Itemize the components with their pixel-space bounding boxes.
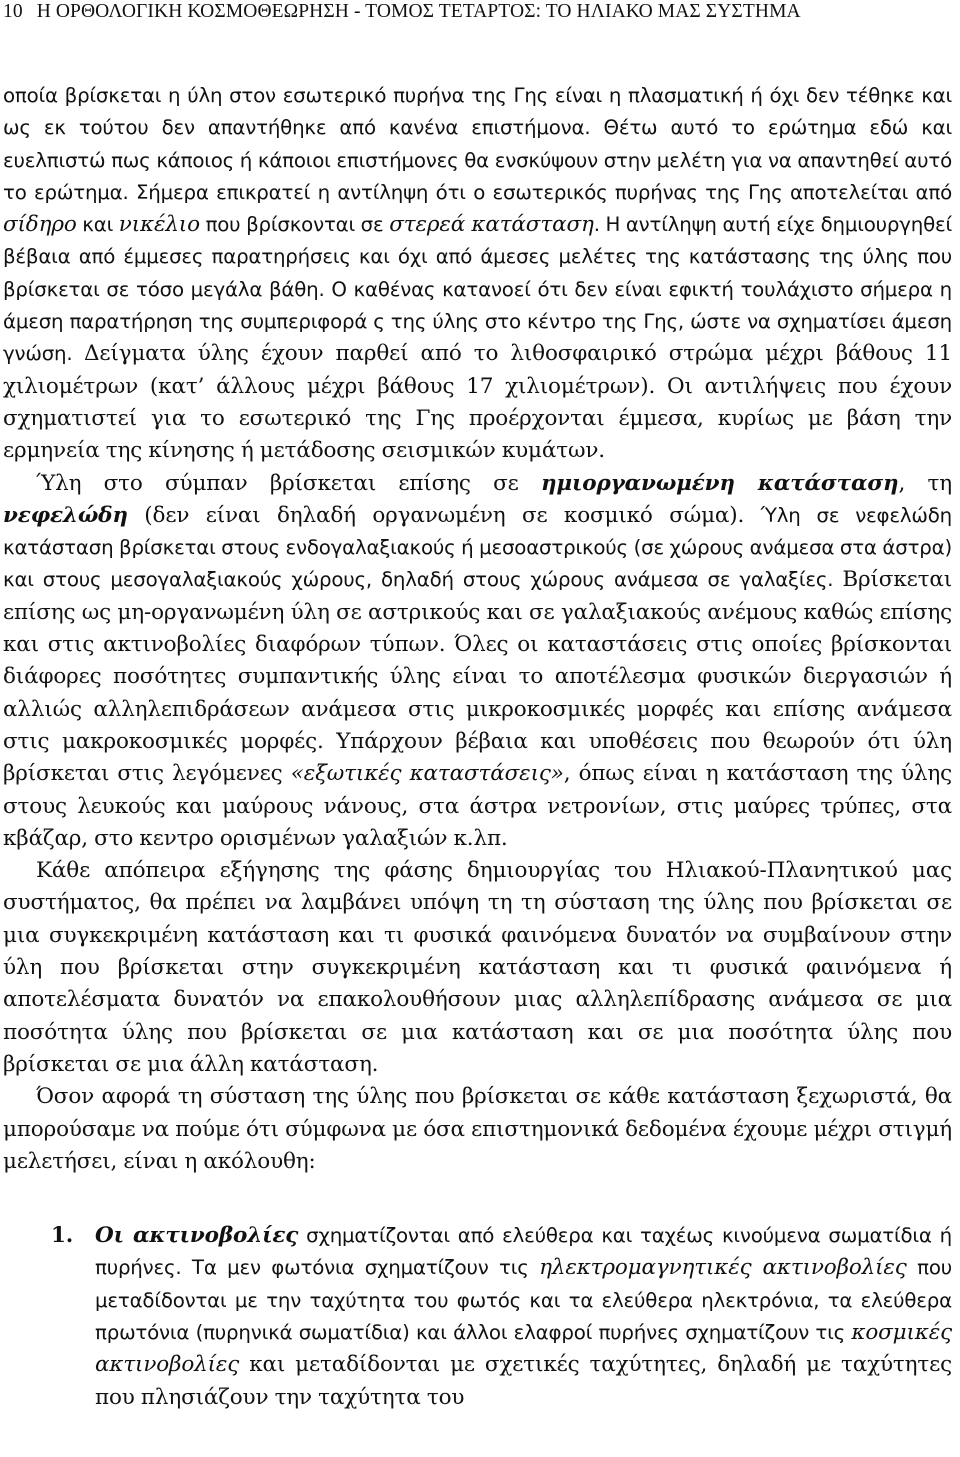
list-item <box>3 1220 952 1414</box>
text-run: που μεταδίδονται με την ταχύτητα του φωτός και τα ελεύθερα ηλεκτρόνια, τα ελεύθερα πρωτόνια (πυρηνικά σωματίδια) και άλλοι ελαφροί πυρήνες σχηματίζουν τις <box>95 1256 952 1344</box>
text-run: Ύλη σε νεφελώδη κατάσταση βρίσκεται στους ενδογαλαξιακούς ή μεσοαστρικούς (σε χώρους ανάμεσα στα άστρα) και στους μεσογαλαξιακούς χώρους, δηλαδή στους χώρους ανάμεσα σε γαλαξίες. <box>3 503 953 592</box>
text-run: οποία βρίσκεται η ύλη στον εσωτερικό πυρήνα της Γης είναι η πλασματική ή όχι δεν τέθηκε και ως εκ τούτου δεν απαντήθηκε από κανένα επιστήμονα. Θέτω αυτό το ερώτημα εδώ και ευελπιστώ πως κάποιος ή κάποιοι επιστήμονες θα ενσκύψουν στην μελέτη για να απαντηθεί αυτό το ερώτημα. Σήμερα επικρατεί η αντίληψη ότι ο εσωτερικός πυρήνας της Γης αποτελείται από <box>3 84 952 204</box>
running-title: Η ΟΡΘΟΛΟΓΙΚΗ ΚΟΣΜΟΘΕΩΡΗΣΗ - ΤΟΜΟΣ ΤΕΤΑΡΤΟΣ: ΤΟ ΗΛΙΑΚΟ ΜΑΣ ΣΥΣΤΗΜΑ <box>36 1 801 22</box>
text-run: Οι ακτινοβολίες <box>95 1223 299 1249</box>
text-run: νικέλιο <box>118 212 200 238</box>
text-run: (δεν είναι δηλαδή οργανωμένη σε κοσμικό σώμα). <box>127 502 761 528</box>
list-number: 1. <box>51 1223 74 1249</box>
text-run: κοσμικές ακτινοβολίες <box>95 1319 952 1378</box>
body-text <box>3 80 952 1414</box>
text-run: Όσον αφορά τη σύσταση της ύλης που βρίσκεται σε κάθε κατάσταση ξεχωριστά, θα μπορούσαμε να πούμε ότι σύμφωνα με όσα επιστημονικά δεδομένα έχουμε μέχρι στιγμή μελετήσει, είναι η ακόλουθη: <box>3 1084 952 1174</box>
text-run: Ύλη στο σύμπαν βρίσκεται επίσης σε <box>36 470 541 496</box>
text-run: στερεά κατάσταση <box>389 212 594 238</box>
text-run: σίδηρο <box>3 212 77 238</box>
text-run: και μεταδίδονται με σχετικές ταχύτητες, δηλαδή με ταχύτητες που πλησιάζουν την ταχύτητα του <box>95 1352 952 1410</box>
text-run: και <box>76 213 119 237</box>
text-run: Κάθε απόπειρα εξήγησης της φάσης δημιουργίας του Ηλιακού-Πλανητικού μας συστήματος, θα πρέπει να λαμβάνει υπόψη τη τη σύσταση της ύλης που βρίσκεται σε μια συγκεκριμένη κατάσταση και τι φυσικά φαινόμενα δυνατόν να συμβαίνουν στην ύλη που βρίσκεται στην συγκεκριμένη κατάσταση και τι φυσικά φαινόμενα ή αποτελέσματα δυνατόν να επακολουθήσουν μιας αλληλεπίδρασης ανάμεσα σε μια ποσότητα ύλης που βρίσκεται σε μια κατάσταση και σε μια ποσότητα ύλης που βρίσκεται σε μια άλλη κατάσταση. <box>3 858 952 1077</box>
text-run: νεφελώδη <box>3 502 128 528</box>
text-run: «εξωτικές καταστάσεις» <box>290 761 564 787</box>
text-run: σχηματίζονται από ελεύθερα και ταχέως κινούμενα σωματίδια ή πυρήνες. Τα μεν φωτόνια σχηματίζουν τις <box>95 1224 952 1280</box>
text-run: . Η αντίληψη αυτή είχε δημιουργηθεί βέβαια από έμμεσες παρατηρήσεις και όχι από άμεσες μελέτες της κατάστασης της ύλης που βρίσκεται σε τόσο μεγάλα βάθη. Ο καθένας κατανοεί ότι δεν είναι εφικτή τουλάχιστο σήμερα η άμεση παρατήρηση της συμπεριφορά ς της ύλης στο κέντρο της Γης, ώστε να σχηματίσει άμεση γνώση. <box>3 213 953 366</box>
paragraph <box>3 855 952 1081</box>
text-run: Δείγματα ύλης έχουν παρθεί από το λιθοσφαιρικό στρώμα μέχρι βάθους 11 χιλιομέτρων (κατ’ άλλους μέχρι βάθους 17 χιλιομέτρων). Οι αντιλήψεις που έχουν σχηματιστεί για το εσωτερικό της Γης προέρχονται έμμεσα, κυρίως με βάση την ερμηνεία της κίνησης ή μετάδοσης σεισμικών κυμάτων. <box>3 341 952 464</box>
text-run: ηλεκτρομαγνητικές ακτινοβολίες <box>539 1255 907 1281</box>
text-run: ημιοργανωμένη κατάσταση <box>540 470 899 496</box>
paragraph <box>3 80 952 468</box>
text-run: , όπως είναι η κατάσταση της ύλης στους λευκούς και μαύρους νάνους, στα άστρα νετρονίων, στις μαύρες τρύπες, στα κβάζαρ, στο κεντρο ορισμένων γαλαξιών κ.λπ. <box>3 761 953 851</box>
page-number: 10 <box>3 1 23 22</box>
text-run: που βρίσκονται σε <box>199 213 390 237</box>
paragraph <box>3 468 952 856</box>
running-header <box>3 0 954 24</box>
text-run: , τη <box>898 470 952 496</box>
text-run: Βρίσκεται επίσης ως μη-οργανωμένη ύλη σε αστρικούς και σε γαλαξιακούς ανέμους καθώς επίσης και στις ακτινοβολίες διαφόρων τύπων. <box>3 567 952 658</box>
numbered-list <box>3 1220 952 1414</box>
text-run: Όλες οι καταστάσεις στις οποίες βρίσκονται διάφορες ποσότητες συμπαντικής ύλης είναι το αποτέλεσμα φυσικών διεργασιών ή αλλιώς αλληλεπιδράσεων ανάμεσα στις μικροκοσμικές μορφές και επίσης ανάμεσα στις μακροκοσμικές μορφές. Υπάρχουν βέβαια και υποθέσεις που θεωρούν ότι ύλη βρίσκεται στις λεγόμενες <box>3 632 952 787</box>
paragraph <box>3 1081 952 1178</box>
